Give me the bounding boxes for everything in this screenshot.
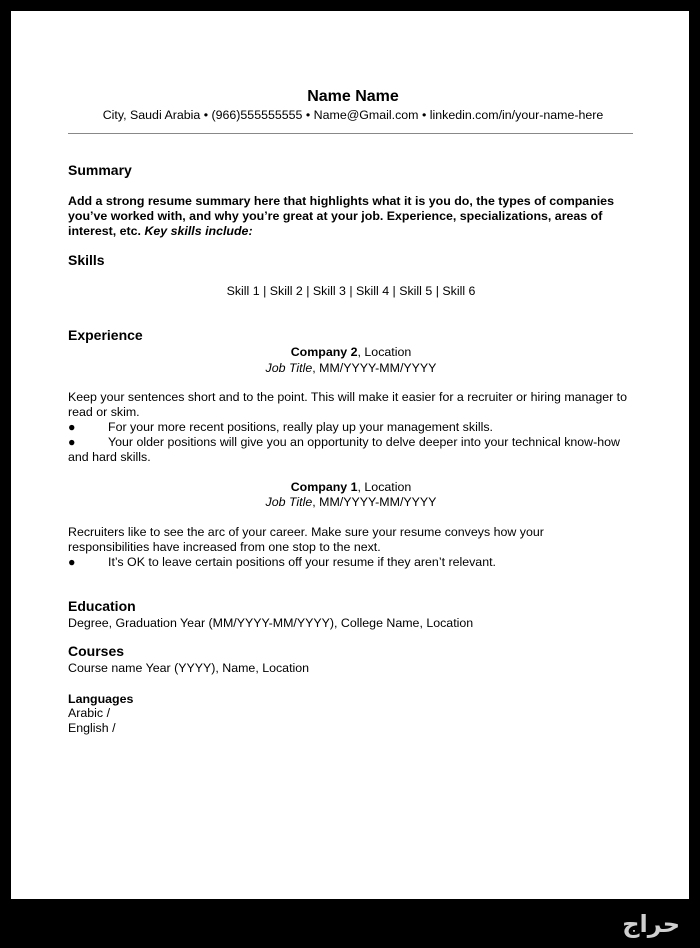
job-1-bullet-1 [68,555,628,570]
languages-heading: Languages [68,692,134,706]
job-2-bullet-2 [68,435,628,450]
skills-heading: Skills [68,252,105,268]
job-2-location: , Location [357,345,412,359]
job-1-title: Job Title [265,495,313,509]
summary-heading: Summary [68,162,132,178]
candidate-name: Name Name [307,88,399,105]
experience-heading: Experience [68,327,143,343]
job-1-title-line [68,495,634,510]
language-item: English / [68,721,116,735]
job-1-company-line [68,480,634,495]
job-2-title-line [68,361,634,376]
job-1-company: Company 1 [290,480,358,494]
haraj-watermark: حراج [622,910,680,938]
job-1-dates: , MM/YYYY-MM/YYYY [312,495,437,509]
courses-heading: Courses [68,643,125,659]
bullet-icon: ● [68,555,76,569]
courses-line: Course name Year (YYYY), Name, Location [68,661,310,675]
job-2-bullet-1 [68,420,628,435]
job-1-bullet-1-text: It’s OK to leave certain positions off your resume if they aren’t relevant. [108,555,496,569]
education-line: Degree, Graduation Year (MM/YYYY-MM/YYYY), College Name, Location [68,616,474,630]
bullet-icon: ● [68,435,76,449]
contact-line: City, Saudi Arabia • (966)555555555 • Name@Gmail.com • linkedin.com/in/your-name-here [102,108,604,122]
job-2-company-line [68,345,634,360]
header-divider [68,133,633,134]
job-1-intro: Recruiters like to see the arc of your career. Make sure your resume conveys how your responsibilities have increased from one stop to the next. [68,525,544,554]
summary-text [68,194,623,239]
key-skills-label: Key skills include: [144,224,253,238]
summary-body: Add a strong resume summary here that highlights what it is you do, the types of companies you’ve worked with, and why you’re great at your job. Experience, specializations, areas of interest, etc. [68,194,614,238]
job-2-company: Company 2 [290,345,358,359]
job-2-dates: , MM/YYYY-MM/YYYY [312,361,437,375]
language-item: Arabic / [68,706,111,720]
skills-line: Skill 1 | Skill 2 | Skill 3 | Skill 4 | Skill 5 | Skill 6 [226,284,476,298]
job-2-bullet-2-text: Your older positions will give you an opportunity to delve deeper into your technical know-how [108,435,620,449]
bullet-icon: ● [68,420,76,434]
education-heading: Education [68,598,136,614]
job-2-title: Job Title [265,361,313,375]
resume-page [11,11,689,899]
job-2-intro: Keep your sentences short and to the point. This will make it easier for a recruiter or hiring manager to read or skim. [68,390,628,419]
job-1-location: , Location [357,480,412,494]
job-2-bullet-1-text: For your more recent positions, really play up your management skills. [108,420,493,434]
job-2-bullet-2-continued: and hard skills. [68,450,151,464]
